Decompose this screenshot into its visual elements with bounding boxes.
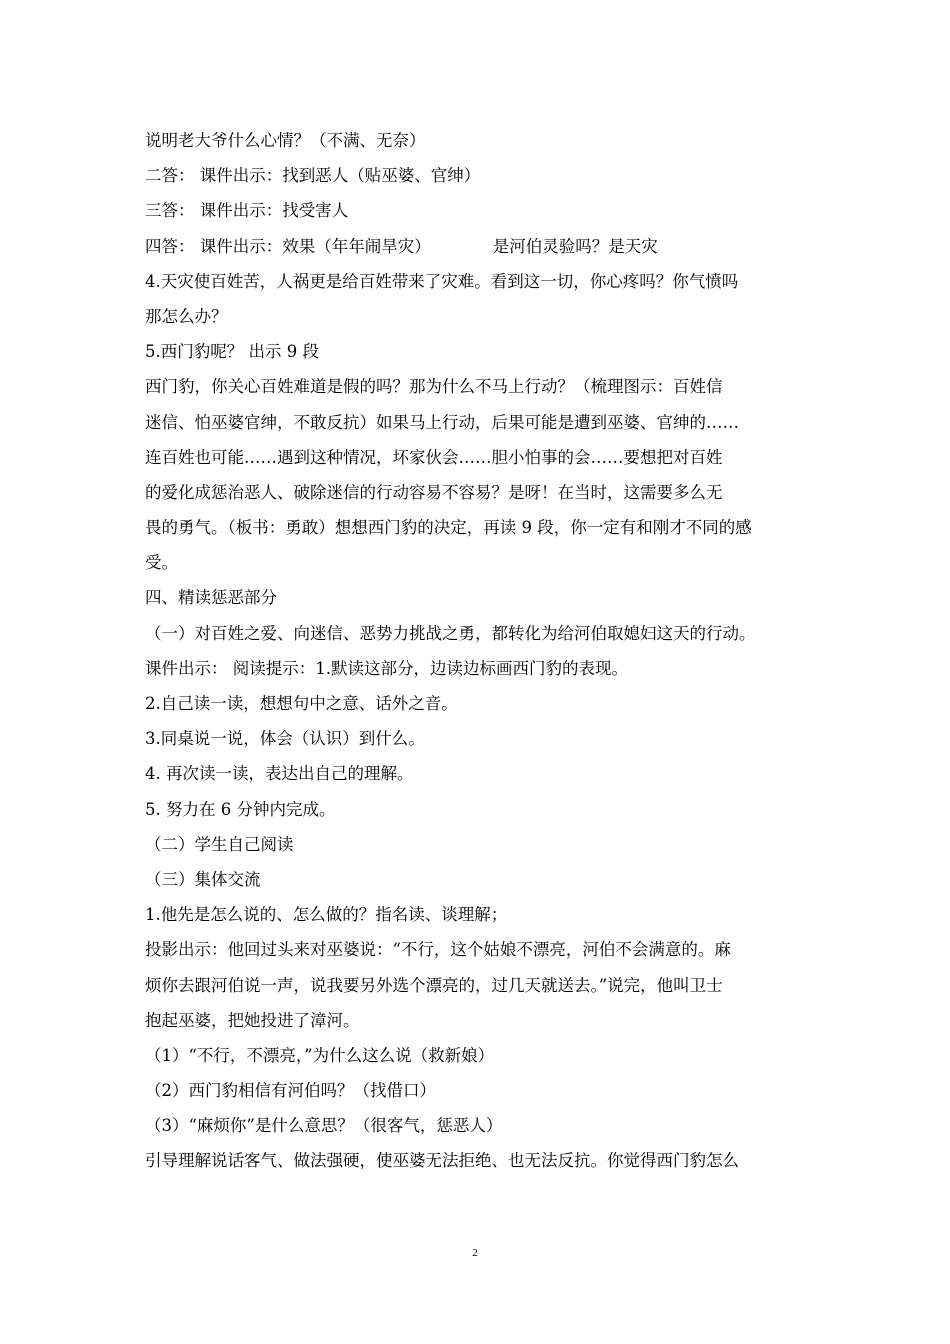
text-line-13: 受。 [145,553,178,573]
text-line-2: 二答： 课件出示：找到恶人（贴巫婆、官绅） [145,166,481,186]
text-line-22: （三）集体交流 [145,869,261,889]
text-line-29: （3）“麻烦你”是什么意思？（很客气，惩恶人） [145,1116,503,1136]
text-line-27: （1）“不行，不漂亮，”为什么这么说（救新娘） [145,1045,495,1065]
text-line-4-head: 四答： 课件出示：效果（年年闹旱灾） [145,236,431,256]
text-line-5: 4.天灾使百姓苦，人祸更是给百姓带来了灾难。看到这一切，你心疼吗？你气愤吗 [145,271,739,291]
text-line-26: 抱起巫婆，把她投进了漳河。 [145,1010,360,1030]
text-line-30: 引导理解说话客气、做法强硬，使巫婆无法拒绝、也无法反抗。你觉得西门豹怎么 [145,1151,739,1171]
text-line-4-tail: 是河伯灵验吗？是天灾 [492,236,658,256]
page-number: 2 [472,1247,478,1259]
text-line-11: 的爱化成惩治恶人、破除迷信的行动容易不容易？是呀！在当时，这需要多么无 [145,482,723,502]
text-line-4 [145,229,810,264]
text-line-15: （一）对百姓之爱、向迷信、恶势力挑战之勇，都转化为给河伯取媳妇这天的行动。 [145,623,756,643]
text-line-24: 投影出示：他回过头来对巫婆说：“不行，这个姑娘不漂亮，河伯不会满意的。麻 [145,940,731,960]
text-line-21: （二）学生自己阅读 [145,834,294,854]
text-line-8: 西门豹，你关心百姓难道是假的吗？那为什么不马上行动？（梳理图示：百姓信 [145,377,723,397]
text-line-6: 那怎么办？ [145,306,228,326]
text-line-16: 课件出示： 阅读提示：1.默读这部分，边读边标画西门豹的表现。 [145,658,628,678]
text-line-7: 5.西门豹呢？ 出示 9 段 [145,342,319,362]
text-line-28: （2）西门豹相信有河伯吗？（找借口） [145,1081,436,1101]
text-line-17: 2.自己读一读，想想句中之意、话外之音。 [145,694,458,713]
body-text [145,123,810,1179]
text-line-12: 畏的勇气。（板书：勇敢）想想西门豹的决定，再读 9 段，你一定有和刚才不同的感 [145,518,752,538]
text-line-23: 1.他先是怎么说的、怎么做的？指名读、谈理解； [145,905,508,925]
text-line-18: 3.同桌说一说，体会（认识）到什么。 [145,729,425,749]
text-line-10: 连百姓也可能……遇到这种情况，坏家伙会……胆小怕事的会……要想把对百姓 [145,447,723,467]
text-line-20: 5. 努力在 6 分钟内完成。 [145,799,336,819]
text-line-25: 烦你去跟河伯说一声，说我要另外选个漂亮的，过几天就送去。”说完，他叫卫士 [145,975,723,995]
text-line-1: 说明老大爷什么心情？（不满、无奈） [145,131,426,150]
text-line-9: 迷信、怕巫婆官绅，不敢反抗）如果马上行动，后果可能是遭到巫婆、官绅的…… [145,412,739,432]
text-line-3: 三答： 课件出示：找受害人 [145,201,349,221]
text-line-19: 4. 再次读一读，表达出自己的理解。 [145,764,414,784]
section-heading: 四、精读惩恶部分 [145,588,277,608]
